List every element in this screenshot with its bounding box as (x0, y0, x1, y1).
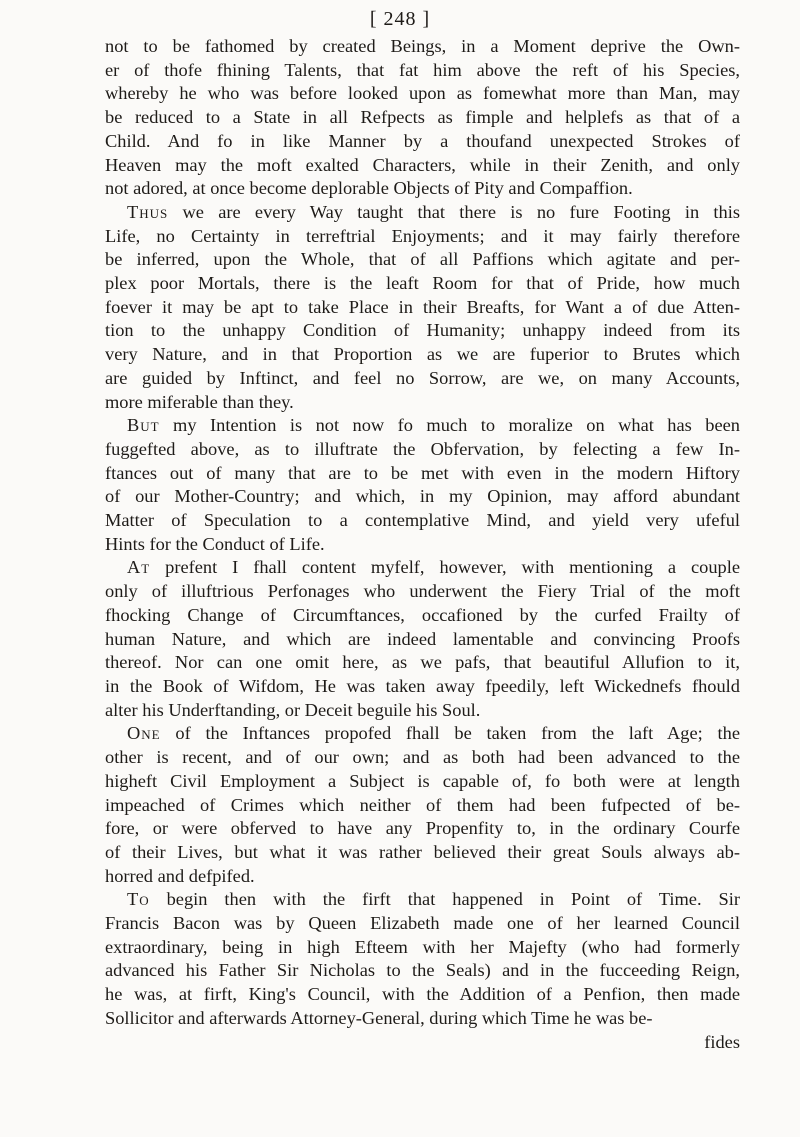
text-line (105, 462, 740, 486)
text-line (105, 604, 740, 628)
text-line-content: of their Lives, but what it was rather believed their great Souls always ab- (105, 841, 740, 862)
text-line-content: prefent I fhall content myfelf, however, with mentioning a couple (150, 557, 740, 578)
text-line-content: extraordinary, being in high Efteem with her Majefty (who had formerly (105, 936, 740, 957)
text-line (105, 841, 740, 865)
text-line (105, 722, 740, 746)
text-line-content: we are every Way taught that there is no fure Footing in this (168, 201, 740, 222)
text-line-content: fuggefted above, as to illuftrate the Obfervation, by felecting a few In- (105, 438, 740, 459)
text-line-content: fore, or were obferved to have any Propenfity to, in the ordinary Courfe (105, 818, 740, 839)
text-line-content: are guided by Inftinct, and feel no Sorrow, are we, on many Accounts, (105, 367, 740, 388)
text-line (105, 770, 740, 794)
text-line (105, 106, 740, 130)
text-line (105, 59, 740, 83)
text-line (105, 959, 740, 983)
text-line-content: thereof. Nor can one omit here, as we pafs, that beautiful Allufion to it, (105, 652, 740, 673)
text-line-content: human Nature, and which are indeed lamentable and convincing Proofs (105, 628, 740, 649)
text-line (105, 201, 740, 225)
text-line (105, 888, 740, 912)
text-line-content: er of thofe fhining Talents, that fat him above the reft of his Species, (105, 59, 740, 80)
text-line-content: Sollicitor and afterwards Attorney-General, during which Time he was be- (105, 1007, 653, 1028)
text-line-content: plex poor Mortals, there is the leaft Room for that of Pride, how much (105, 273, 740, 294)
text-line-content: advanced his Father Sir Nicholas to the Seals) and in the fucceeding Reign, (105, 960, 740, 981)
text-line-content: Matter of Speculation to a contemplative Mind, and yield very ufeful (105, 510, 740, 531)
text-line-content: whereby he who was before looked upon as fomewhat more than Man, may (105, 83, 740, 104)
text-line (105, 296, 740, 320)
text-line (105, 319, 740, 343)
text-line-content: tion to the unhappy Condition of Humanity; unhappy indeed from its (105, 320, 740, 341)
text-line-content: not adored, at once become deplorable Objects of Pity and Compaffion. (105, 178, 633, 199)
text-line-content: he was, at firft, King's Council, with the Addition of a Penfion, then made (105, 984, 740, 1005)
text-line (105, 248, 740, 272)
text-line (105, 533, 740, 557)
page-number: [ 248 ] (369, 8, 431, 30)
text-line-content: Francis Bacon was by Queen Elizabeth made one of her learned Council (105, 913, 740, 934)
text-line (105, 225, 740, 249)
paragraph-lead-word: At (127, 557, 151, 578)
text-line (105, 817, 740, 841)
paragraph-lead-word: To (127, 889, 150, 910)
paragraph-lead-word: Thus (127, 201, 169, 222)
text-line-content: Hints for the Conduct of Life. (105, 533, 325, 554)
text-line-content: in the Book of Wifdom, He was taken away fpeedily, left Wickednefs fhould (105, 675, 740, 696)
text-line (105, 343, 740, 367)
text-line (105, 794, 740, 818)
catchword: fides (704, 1031, 740, 1052)
page-text (105, 35, 740, 1054)
text-line (105, 35, 740, 59)
text-line (105, 983, 740, 1007)
text-line-content: begin then with the firft that happened in Point of Time. Sir (149, 889, 740, 910)
text-line-content: more miferable than they. (105, 391, 294, 412)
text-line-content: ftances out of many that are to be met with even in the modern Hiftory (105, 462, 740, 483)
text-line-content: other is recent, and of our own; and as both had been advanced to the (105, 747, 740, 768)
text-line (105, 1007, 740, 1031)
text-line (105, 628, 740, 652)
text-line (105, 391, 740, 415)
text-line (105, 580, 740, 604)
text-line-content: very Nature, and in that Proportion as we are fuperior to Brutes which (105, 344, 740, 365)
text-line-content: only of illuftrious Perfonages who underwent the Fiery Trial of the moft (105, 581, 740, 602)
text-line (105, 177, 740, 201)
text-line-content: impeached of Crimes which neither of them had been fufpected of be- (105, 794, 740, 815)
text-line-content: of the Inftances propofed fhall be taken from the laft Age; the (160, 723, 740, 744)
text-line-content: foever it may be apt to take Place in their Breafts, for Want a of due Atten- (105, 296, 740, 317)
text-line-content: Life, no Certainty in terreftrial Enjoyments; and it may fairly therefore (105, 225, 740, 246)
text-line (105, 130, 740, 154)
text-line (105, 912, 740, 936)
text-line (105, 651, 740, 675)
text-line (105, 556, 740, 580)
text-line (105, 936, 740, 960)
paragraph-lead-word: One (127, 723, 161, 744)
text-line (105, 699, 740, 723)
text-line (105, 509, 740, 533)
text-line (105, 272, 740, 296)
text-line (105, 485, 740, 509)
text-line-content: higheft Civil Employment a Subject is capable of, fo both were at length (105, 770, 740, 791)
text-line-content: be inferred, upon the Whole, that of all Paffions which agitate and per- (105, 249, 740, 270)
text-line (105, 367, 740, 391)
text-line (105, 414, 740, 438)
text-line-content: be reduced to a State in all Refpects as fimple and helplefs as that of a (105, 107, 740, 128)
text-line (105, 746, 740, 770)
text-line (105, 154, 740, 178)
text-line (105, 675, 740, 699)
text-line-content: fhocking Change of Circumftances, occafioned by the curfed Frailty of (105, 604, 740, 625)
text-line (105, 865, 740, 889)
text-line-content: Heaven may the moft exalted Characters, while in their Zenith, and only (105, 154, 740, 175)
text-line-content: Child. And fo in like Manner by a thoufand unexpected Strokes of (105, 130, 740, 151)
text-line-content: not to be fathomed by created Beings, in a Moment deprive the Own- (105, 36, 740, 56)
text-line-content: my Intention is not now fo much to moralize on what has been (159, 415, 740, 436)
paragraph-lead-word: But (127, 415, 160, 436)
text-line-content: of our Mother-Country; and which, in my Opinion, may afford abundant (105, 486, 740, 507)
text-line-content: alter his Underftanding, or Deceit beguile his Soul. (105, 699, 481, 720)
text-line-content: horred and defpifed. (105, 865, 255, 886)
text-line (105, 82, 740, 106)
text-line (105, 438, 740, 462)
